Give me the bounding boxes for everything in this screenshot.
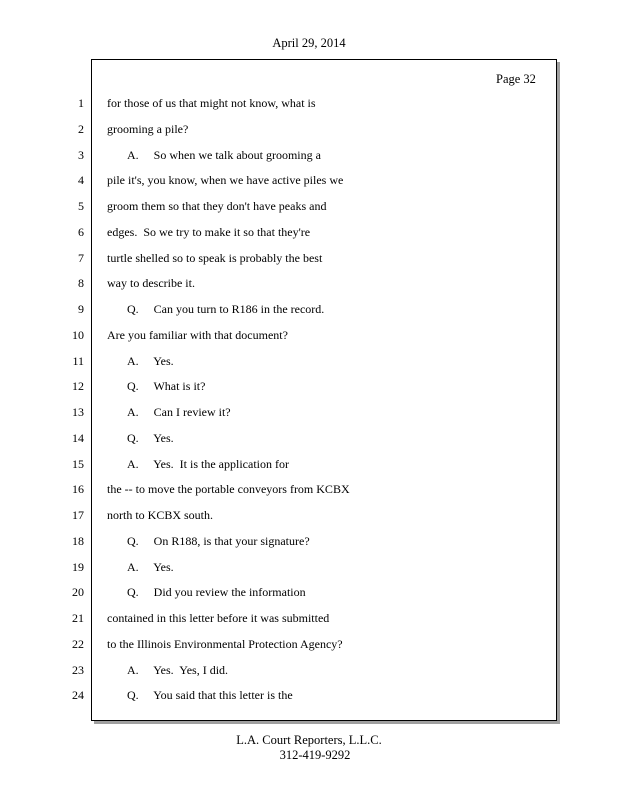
line-text: A. Yes. It is the application for <box>127 456 289 471</box>
line-text: Q. What is it? <box>127 379 206 394</box>
line-number: 10 <box>72 327 84 342</box>
line-text: contained in this letter before it was submitted <box>107 611 330 625</box>
line-text: to the Illinois Environmental Protection Agency? <box>107 636 343 651</box>
line-text: pile it's, you know, when we have active piles we <box>107 173 344 188</box>
line-number: 24 <box>72 688 84 703</box>
line-text: Q. Did you review the information <box>127 585 306 600</box>
transcript-date: April 29, 2014 <box>272 36 346 50</box>
line-number: 9 <box>78 302 84 316</box>
line-number: 17 <box>72 508 84 522</box>
line-number: 20 <box>72 585 84 600</box>
line-text: Q. On R188, is that your signature? <box>127 533 310 548</box>
line-text: A. So when we talk about grooming a <box>127 147 321 162</box>
line-text: A. Yes. <box>127 353 174 368</box>
line-text: A. Can I review it? <box>127 405 231 419</box>
line-text: Q. Yes. <box>127 430 174 445</box>
line-text: for those of us that might not know, what is <box>107 96 316 110</box>
line-text: edges. So we try to make it so that they're <box>107 224 311 239</box>
line-text: north to KCBX south. <box>107 508 214 522</box>
line-text: way to describe it. <box>107 276 195 291</box>
line-number: 2 <box>78 121 84 136</box>
line-number: 4 <box>78 173 84 188</box>
line-number: 18 <box>72 533 84 548</box>
line-text: A. Yes. <box>127 559 174 574</box>
line-text: the -- to move the portable conveyors from KCBX <box>107 482 350 497</box>
line-number: 5 <box>78 199 84 213</box>
line-number: 1 <box>78 96 84 110</box>
line-text: groom them so that they don't have peaks and <box>107 199 327 213</box>
line-number: 23 <box>72 662 84 677</box>
line-number: 8 <box>78 276 84 291</box>
line-number: 13 <box>72 405 84 419</box>
line-number: 14 <box>72 430 84 445</box>
line-number: 11 <box>72 353 84 368</box>
line-number: 6 <box>78 224 84 239</box>
line-text: A. Yes. Yes, I did. <box>127 662 229 677</box>
line-text: Q. Can you turn to R186 in the record. <box>127 302 325 316</box>
line-number: 19 <box>72 559 84 574</box>
line-number: 15 <box>72 456 84 471</box>
line-number: 16 <box>72 482 84 497</box>
footer-company: L.A. Court Reporters, L.L.C. <box>236 733 382 747</box>
line-number: 7 <box>78 250 84 265</box>
line-number: 3 <box>78 147 84 162</box>
line-number: 21 <box>72 611 84 625</box>
line-text: Are you familiar with that document? <box>107 327 288 342</box>
page-number: Page 32 <box>496 72 536 86</box>
line-text: turtle shelled so to speak is probably the best <box>107 250 323 265</box>
footer-phone: 312-419-9292 <box>279 748 351 762</box>
line-text: Q. You said that this letter is the <box>127 688 293 703</box>
line-number: 12 <box>72 379 84 394</box>
line-number: 22 <box>72 636 84 651</box>
line-text: grooming a pile? <box>107 121 189 136</box>
